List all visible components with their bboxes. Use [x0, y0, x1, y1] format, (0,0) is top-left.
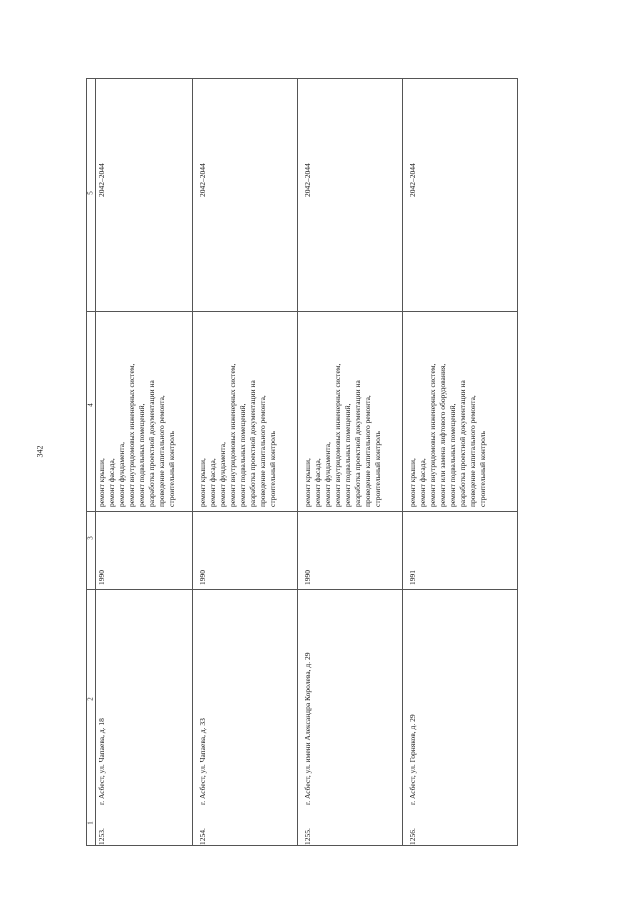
work-item: ремонт крыши,	[303, 458, 312, 507]
work-item: ремонт крыши,	[408, 458, 417, 507]
work-item: ремонт фундамента,	[218, 442, 227, 507]
work-item: ремонт внутридомовых инженерных систем,	[127, 363, 136, 507]
work-item: разработка проектной документации на	[353, 380, 362, 507]
work-item: ремонт фасада,	[107, 458, 116, 507]
work-item: строительный контроль	[478, 431, 487, 507]
column-number-2: 2	[86, 697, 95, 701]
work-item: ремонт подвальных помещений,	[448, 403, 457, 507]
work-item: проведение капитального ремонта,	[363, 395, 372, 507]
work-item: проведение капитального ремонта,	[157, 395, 166, 507]
work-item: ремонт крыши,	[198, 458, 207, 507]
work-item: ремонт фасада,	[418, 458, 427, 507]
column-number-1: 1	[86, 821, 95, 825]
work-item: ремонт внутридомовых инженерных систем,	[333, 363, 342, 507]
work-item: ремонт фундамента,	[323, 442, 332, 507]
column-number-5: 5	[86, 191, 95, 195]
work-item: ремонт подвальных помещений,	[137, 403, 146, 507]
work-item: ремонт внутридомовых инженерных систем,	[228, 363, 237, 507]
work-item: ремонт подвальных помещений,	[238, 403, 247, 507]
row-divider	[297, 79, 298, 845]
work-item: разработка проектной документации на	[458, 380, 467, 507]
repair-schedule-table: 1 2 3 4 5 1253. г. Асбест, ул. Чапаева, д. 18 1990 ремонт крыши, ремонт фасада, ремонт фундамента, ремонт внутридомовых инженерных систем, ремонт подвальных помещений, разработка проектной документации на проведение капитального ремонта, строительный контроль 2042–2044 1254. г. Асбест, ул. Чапаева, д. 33 1990 ремонт крыши, ремонт фасада, ремонт фундамента, ремонт внутридомовых инженерных систем, ремонт подвальных помещений, разработка проектной документации на проведение капитального ремонта, строительный контроль 2042–2044 1255. г. Асбест, ул. имени Александра Королева, д. 29 1990 ремонт крыши, ремонт фасада, ремонт фундамента, ремонт внутридомовых инженерных систем, ремонт подвальных помещений, разработка проектной документации на проведение капитального ремонта, строительный контроль 2042–2044 1256. г. Асбест, ул. Горняков, д. 29 1991 ремонт крыши, ремонт фасада, ремонт внутридомовых инженерных систем, ремонт или замена лифтового оборудования, ремонт подвальных помещений, разработка проектной документации на проведение капитального ремонта, строительный контроль 2042–2044	[86, 78, 518, 846]
column-number-3: 3	[86, 536, 95, 540]
work-item: проведение капитального ремонта,	[258, 395, 267, 507]
work-item: разработка проектной документации на	[147, 380, 156, 507]
work-item: ремонт или замена лифтового оборудования,	[438, 363, 447, 507]
row-divider	[192, 79, 193, 845]
work-item: ремонт подвальных помещений,	[343, 403, 352, 507]
work-item: строительный контроль	[268, 431, 277, 507]
work-item: ремонт фасада,	[208, 458, 217, 507]
column-divider	[87, 311, 517, 312]
work-item: ремонт фундамента,	[117, 442, 126, 507]
work-item: ремонт внутридомовых инженерных систем,	[428, 363, 437, 507]
page-number: 342	[35, 445, 45, 458]
work-item: проведение капитального ремонта,	[468, 395, 477, 507]
work-item: строительный контроль	[167, 431, 176, 507]
column-divider	[87, 511, 517, 512]
work-item: ремонт крыши,	[97, 458, 106, 507]
column-divider	[87, 589, 517, 590]
column-number-4: 4	[86, 403, 95, 407]
row-divider	[402, 79, 403, 845]
work-item: строительный контроль	[373, 431, 382, 507]
work-item: разработка проектной документации на	[248, 380, 257, 507]
work-item: ремонт фасада,	[313, 458, 322, 507]
